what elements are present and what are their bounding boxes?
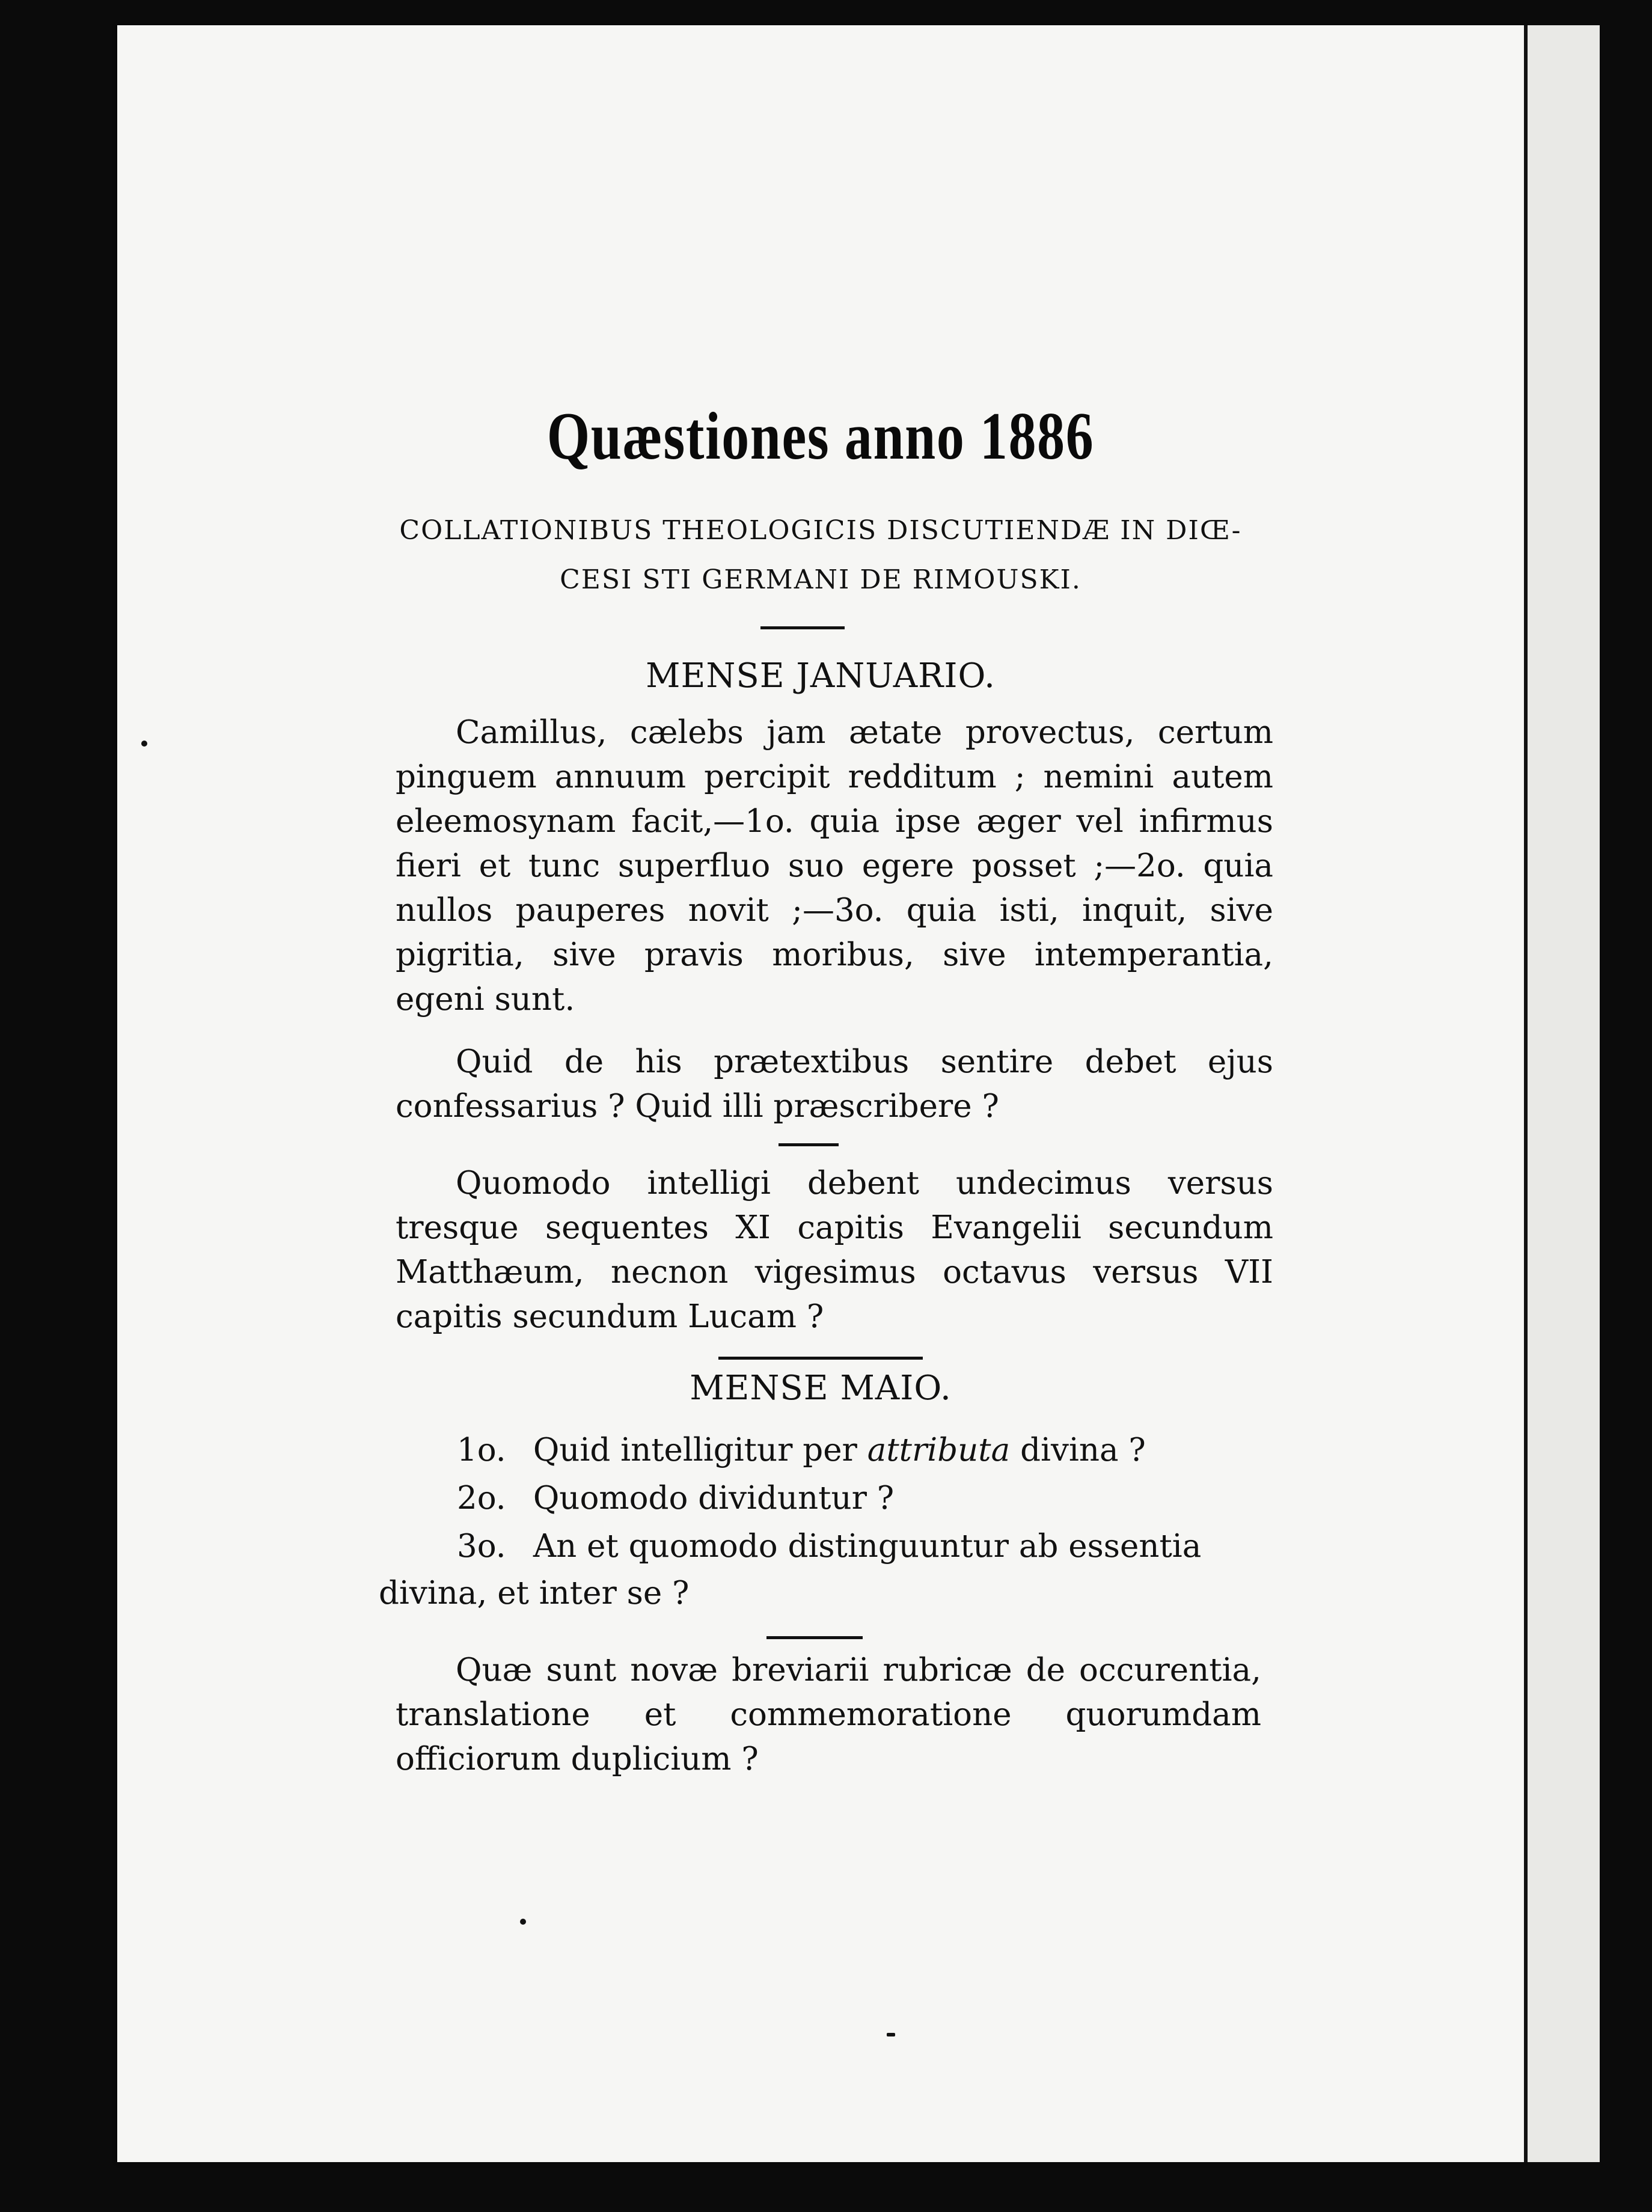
document-page	[117, 25, 1524, 2162]
section-heading-may: MENSE MAIO.	[690, 1369, 952, 1408]
section-heading-january: MENSE JANUARIO.	[646, 656, 996, 695]
divider-rule	[779, 1143, 839, 1146]
ink-speck	[520, 1919, 526, 1925]
question-item-3	[457, 1528, 1201, 1565]
question-item-2	[457, 1480, 894, 1517]
paragraph-evangelii: Quomodo intelligi debent undecimus versus tresque sequentes XI capitis Evangelii secundum Matthæum, necnon vigesimus octavus versus VII capitis secundum Lucam ?	[396, 1165, 1273, 1335]
question-item-3-continuation	[379, 1575, 689, 1612]
paragraph-camillus: Camillus, cælebs jam ætate provectus, certum pinguem annuum percipit redditum ; nemini autem eleemosynam facit,—1o. quia ipse æger vel infirmus fieri et tunc superfluo suo egere posset ;—2o. quia nullos pauperes novit ;—3o. quia isti, inquit, sive pigritia, sive pravis moribus, sive intemperantia, egeni sunt.	[396, 714, 1273, 1018]
subtitle-line-1: COLLATIONIBUS THEOLOGICIS DISCUTIENDÆ IN DIŒ-	[399, 515, 1242, 546]
ink-speck	[141, 741, 147, 747]
document-subtitle	[117, 506, 1524, 605]
item-text: Quid intelligitur per	[533, 1432, 857, 1468]
item-text: An et quomodo distinguuntur ab essentia	[533, 1528, 1202, 1565]
item-number: 3o.	[457, 1528, 506, 1565]
document-title: Quæstiones anno 1886	[546, 399, 1095, 474]
item-text: divina, et inter se ?	[379, 1575, 690, 1612]
question-item-1	[457, 1432, 1146, 1468]
divider-rule	[760, 626, 845, 629]
paragraph-rubricae: Quæ sunt novæ breviarii rubricæ de occurentia, translatione et commemoratione quorumdam officiorum duplicium ?	[396, 1652, 1261, 1777]
item-text-italic: attributa	[867, 1432, 1011, 1468]
adjacent-page-edge	[1524, 25, 1600, 2162]
paragraph-confessarius: Quid de his prætextibus sentire debet ejus confessarius ? Quid illi præscribere ?	[396, 1043, 1273, 1125]
divider-rule	[766, 1636, 863, 1639]
item-text: Quomodo dividuntur ?	[533, 1480, 895, 1517]
divider-rule	[718, 1357, 923, 1360]
ink-speck	[887, 2033, 895, 2036]
item-text: divina ?	[1020, 1432, 1146, 1468]
item-number: 2o.	[457, 1480, 506, 1517]
item-number: 1o.	[457, 1432, 506, 1468]
subtitle-line-2: CESI STI GERMANI DE RIMOUSKI.	[560, 564, 1081, 595]
